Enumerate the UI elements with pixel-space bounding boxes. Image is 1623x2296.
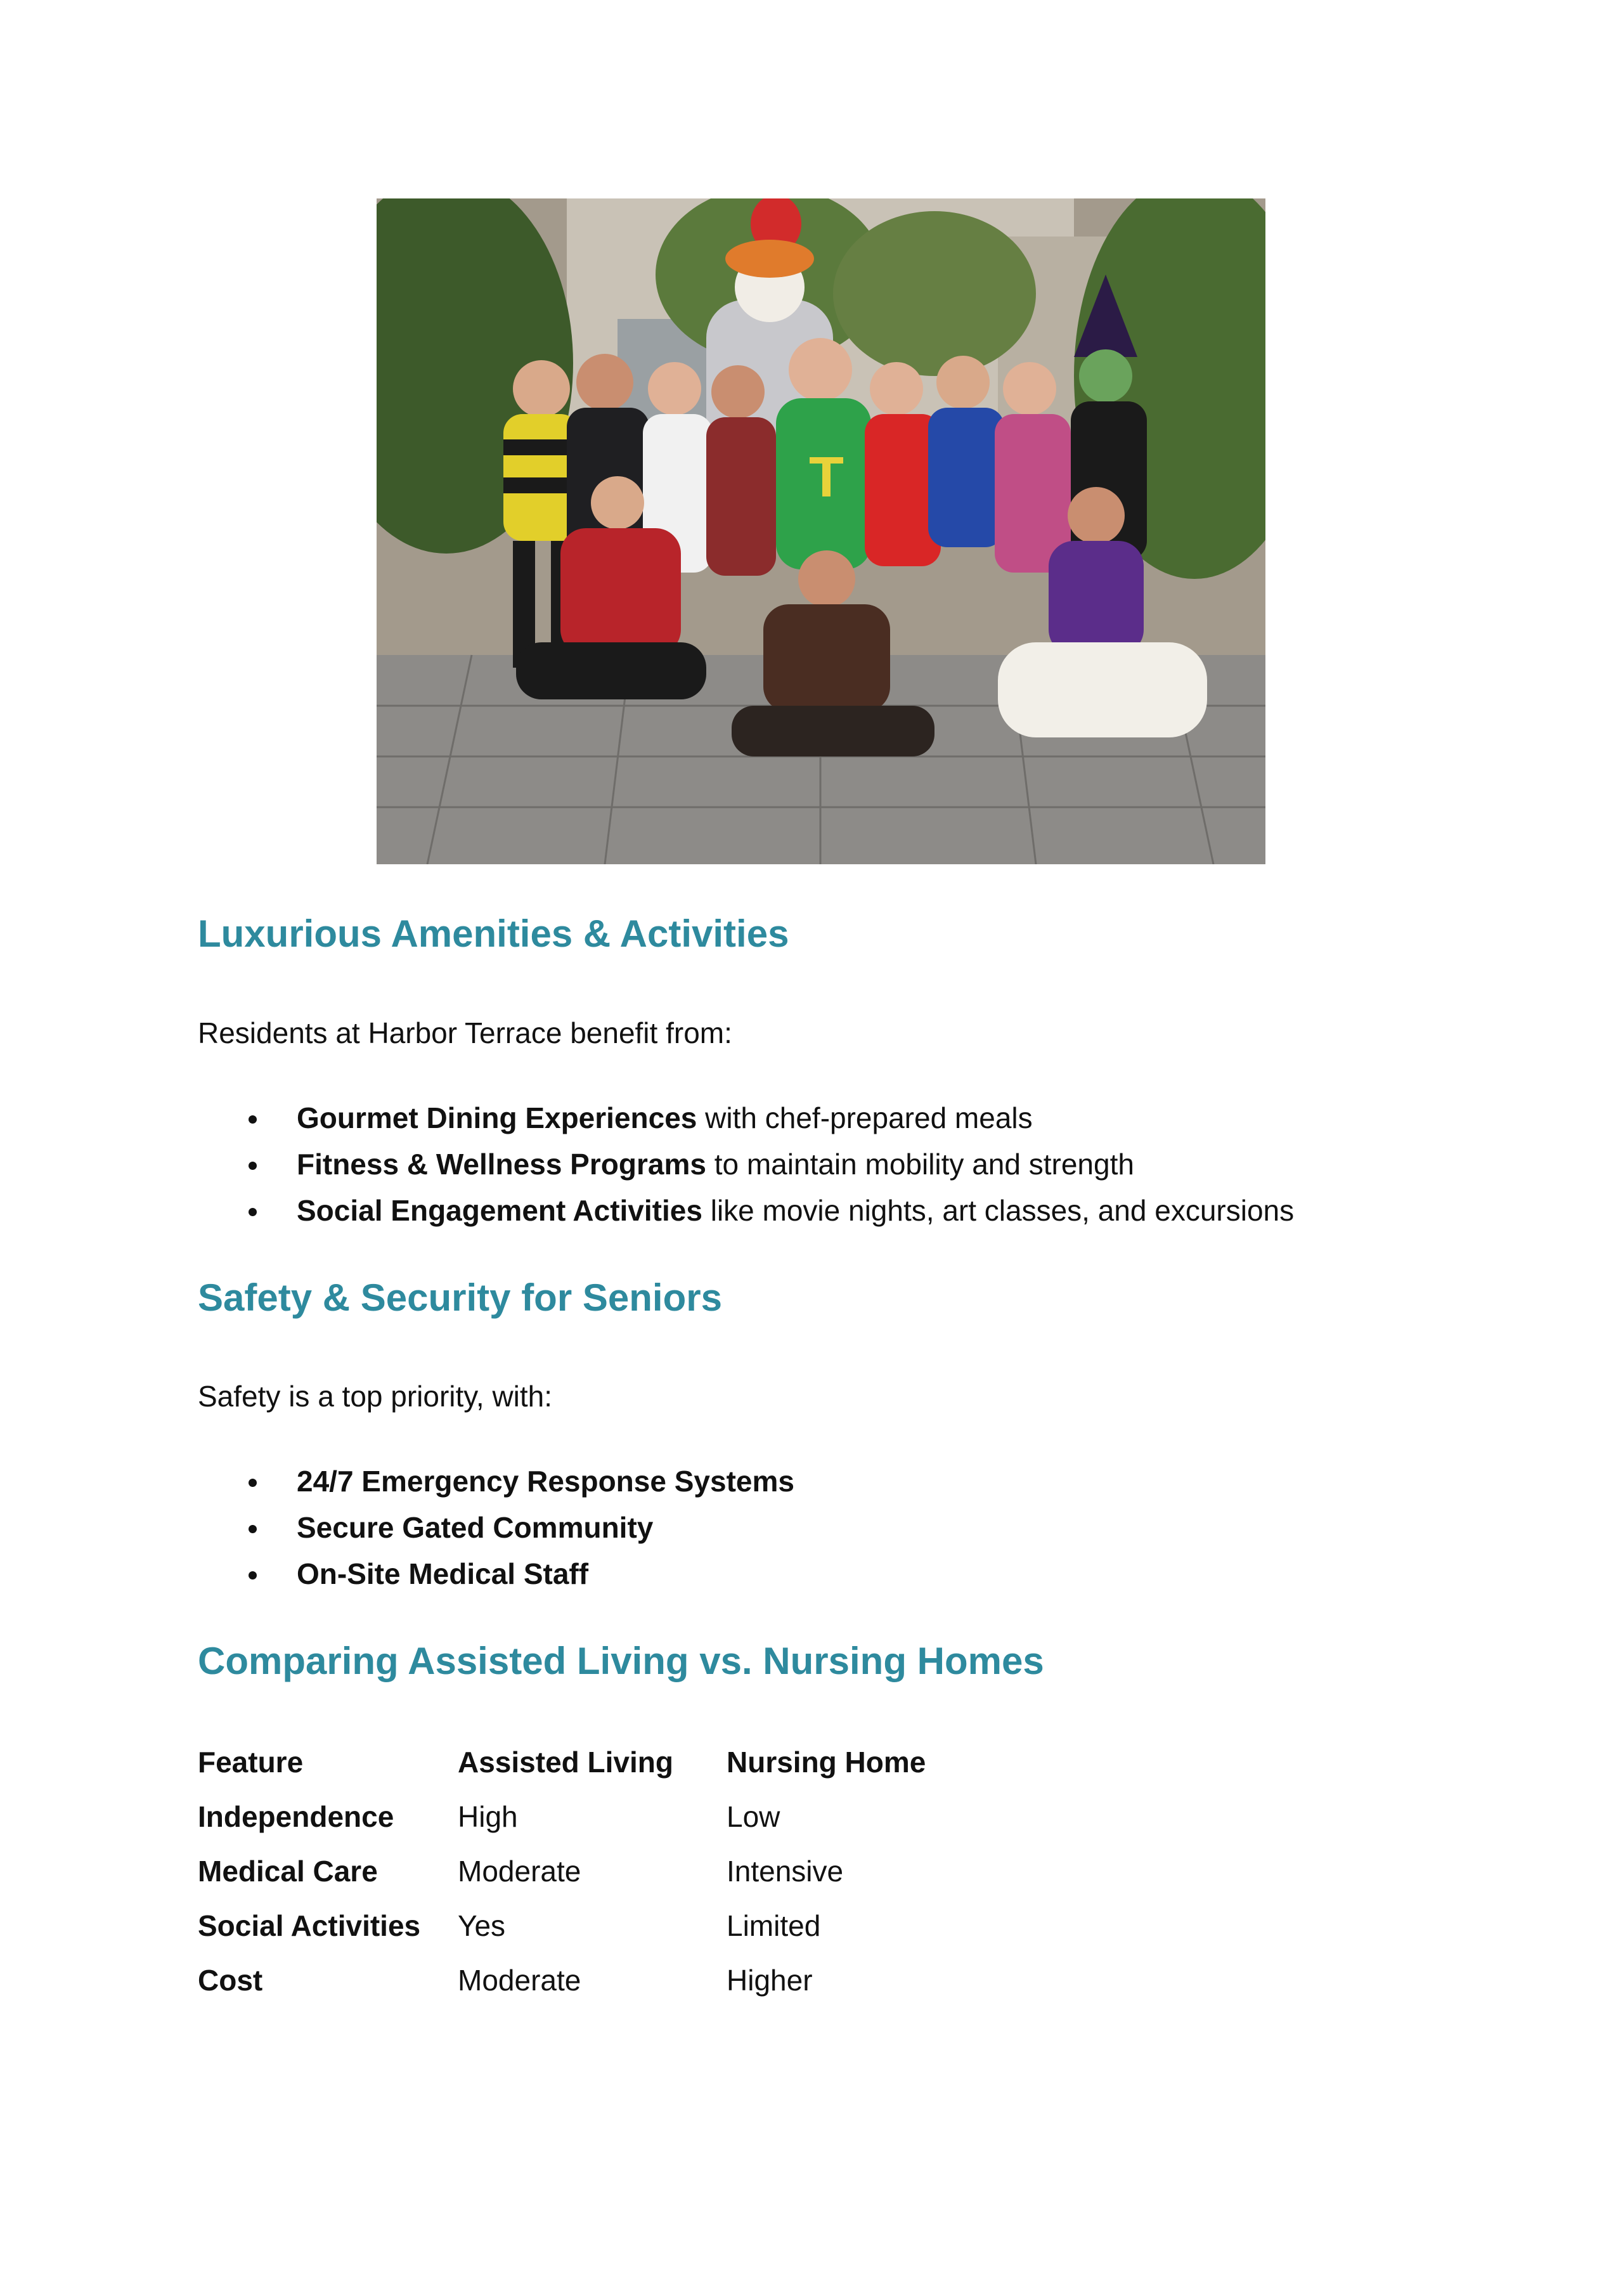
safety-intro: Safety is a top priority, with: (198, 1380, 553, 1413)
table-row (198, 1953, 1044, 2007)
amenities-heading: Luxurious Amenities & Activities (198, 912, 789, 955)
table-cell: Higher (727, 1964, 813, 1997)
row-label: Cost (198, 1964, 263, 1997)
group-photo-icon (377, 198, 1265, 864)
column-header: Nursing Home (727, 1746, 926, 1779)
column-header: Feature (198, 1746, 304, 1779)
safety-heading: Safety & Security for Seniors (198, 1276, 722, 1319)
table-cell: Moderate (458, 1855, 581, 1888)
row-label: Medical Care (198, 1855, 378, 1888)
svg-text:T: T (809, 446, 844, 509)
list-item: Gourmet Dining Experiences with chef-prepared meals (198, 1099, 1294, 1145)
row-label: Independence (198, 1800, 394, 1833)
table-row (198, 1844, 1044, 1898)
bullet-icon (249, 1525, 257, 1533)
bullet-icon (249, 1162, 257, 1170)
comparison-table (198, 1735, 1044, 2007)
table-cell: Moderate (458, 1964, 581, 1997)
comparison-heading: Comparing Assisted Living vs. Nursing Homes (198, 1640, 1044, 1682)
table-cell: Low (727, 1800, 780, 1833)
table-cell: High (458, 1800, 518, 1833)
bullet-icon (249, 1115, 257, 1124)
amenities-list (198, 1099, 1294, 1238)
group-photo (377, 198, 1265, 864)
table-cell: Yes (458, 1909, 506, 1942)
table-cell: Intensive (727, 1855, 844, 1888)
list-item: On-Site Medical Staff (198, 1555, 794, 1601)
list-item: 24/7 Emergency Response Systems (198, 1462, 794, 1508)
column-header: Assisted Living (458, 1746, 673, 1779)
safety-list (198, 1462, 794, 1601)
amenities-intro: Residents at Harbor Terrace benefit from: (198, 1016, 732, 1049)
table-cell: Limited (727, 1909, 821, 1942)
bullet-icon (249, 1479, 257, 1487)
bullet-icon (249, 1571, 257, 1579)
table-row (198, 1898, 1044, 1953)
list-item: Social Engagement Activities like movie nights, art classes, and excursions (198, 1191, 1294, 1238)
bullet-icon (249, 1208, 257, 1216)
table-row (198, 1789, 1044, 1844)
list-item: Secure Gated Community (198, 1508, 794, 1555)
table-header-row (198, 1735, 1044, 1789)
list-item: Fitness & Wellness Programs to maintain mobility and strength (198, 1145, 1294, 1191)
row-label: Social Activities (198, 1909, 421, 1942)
